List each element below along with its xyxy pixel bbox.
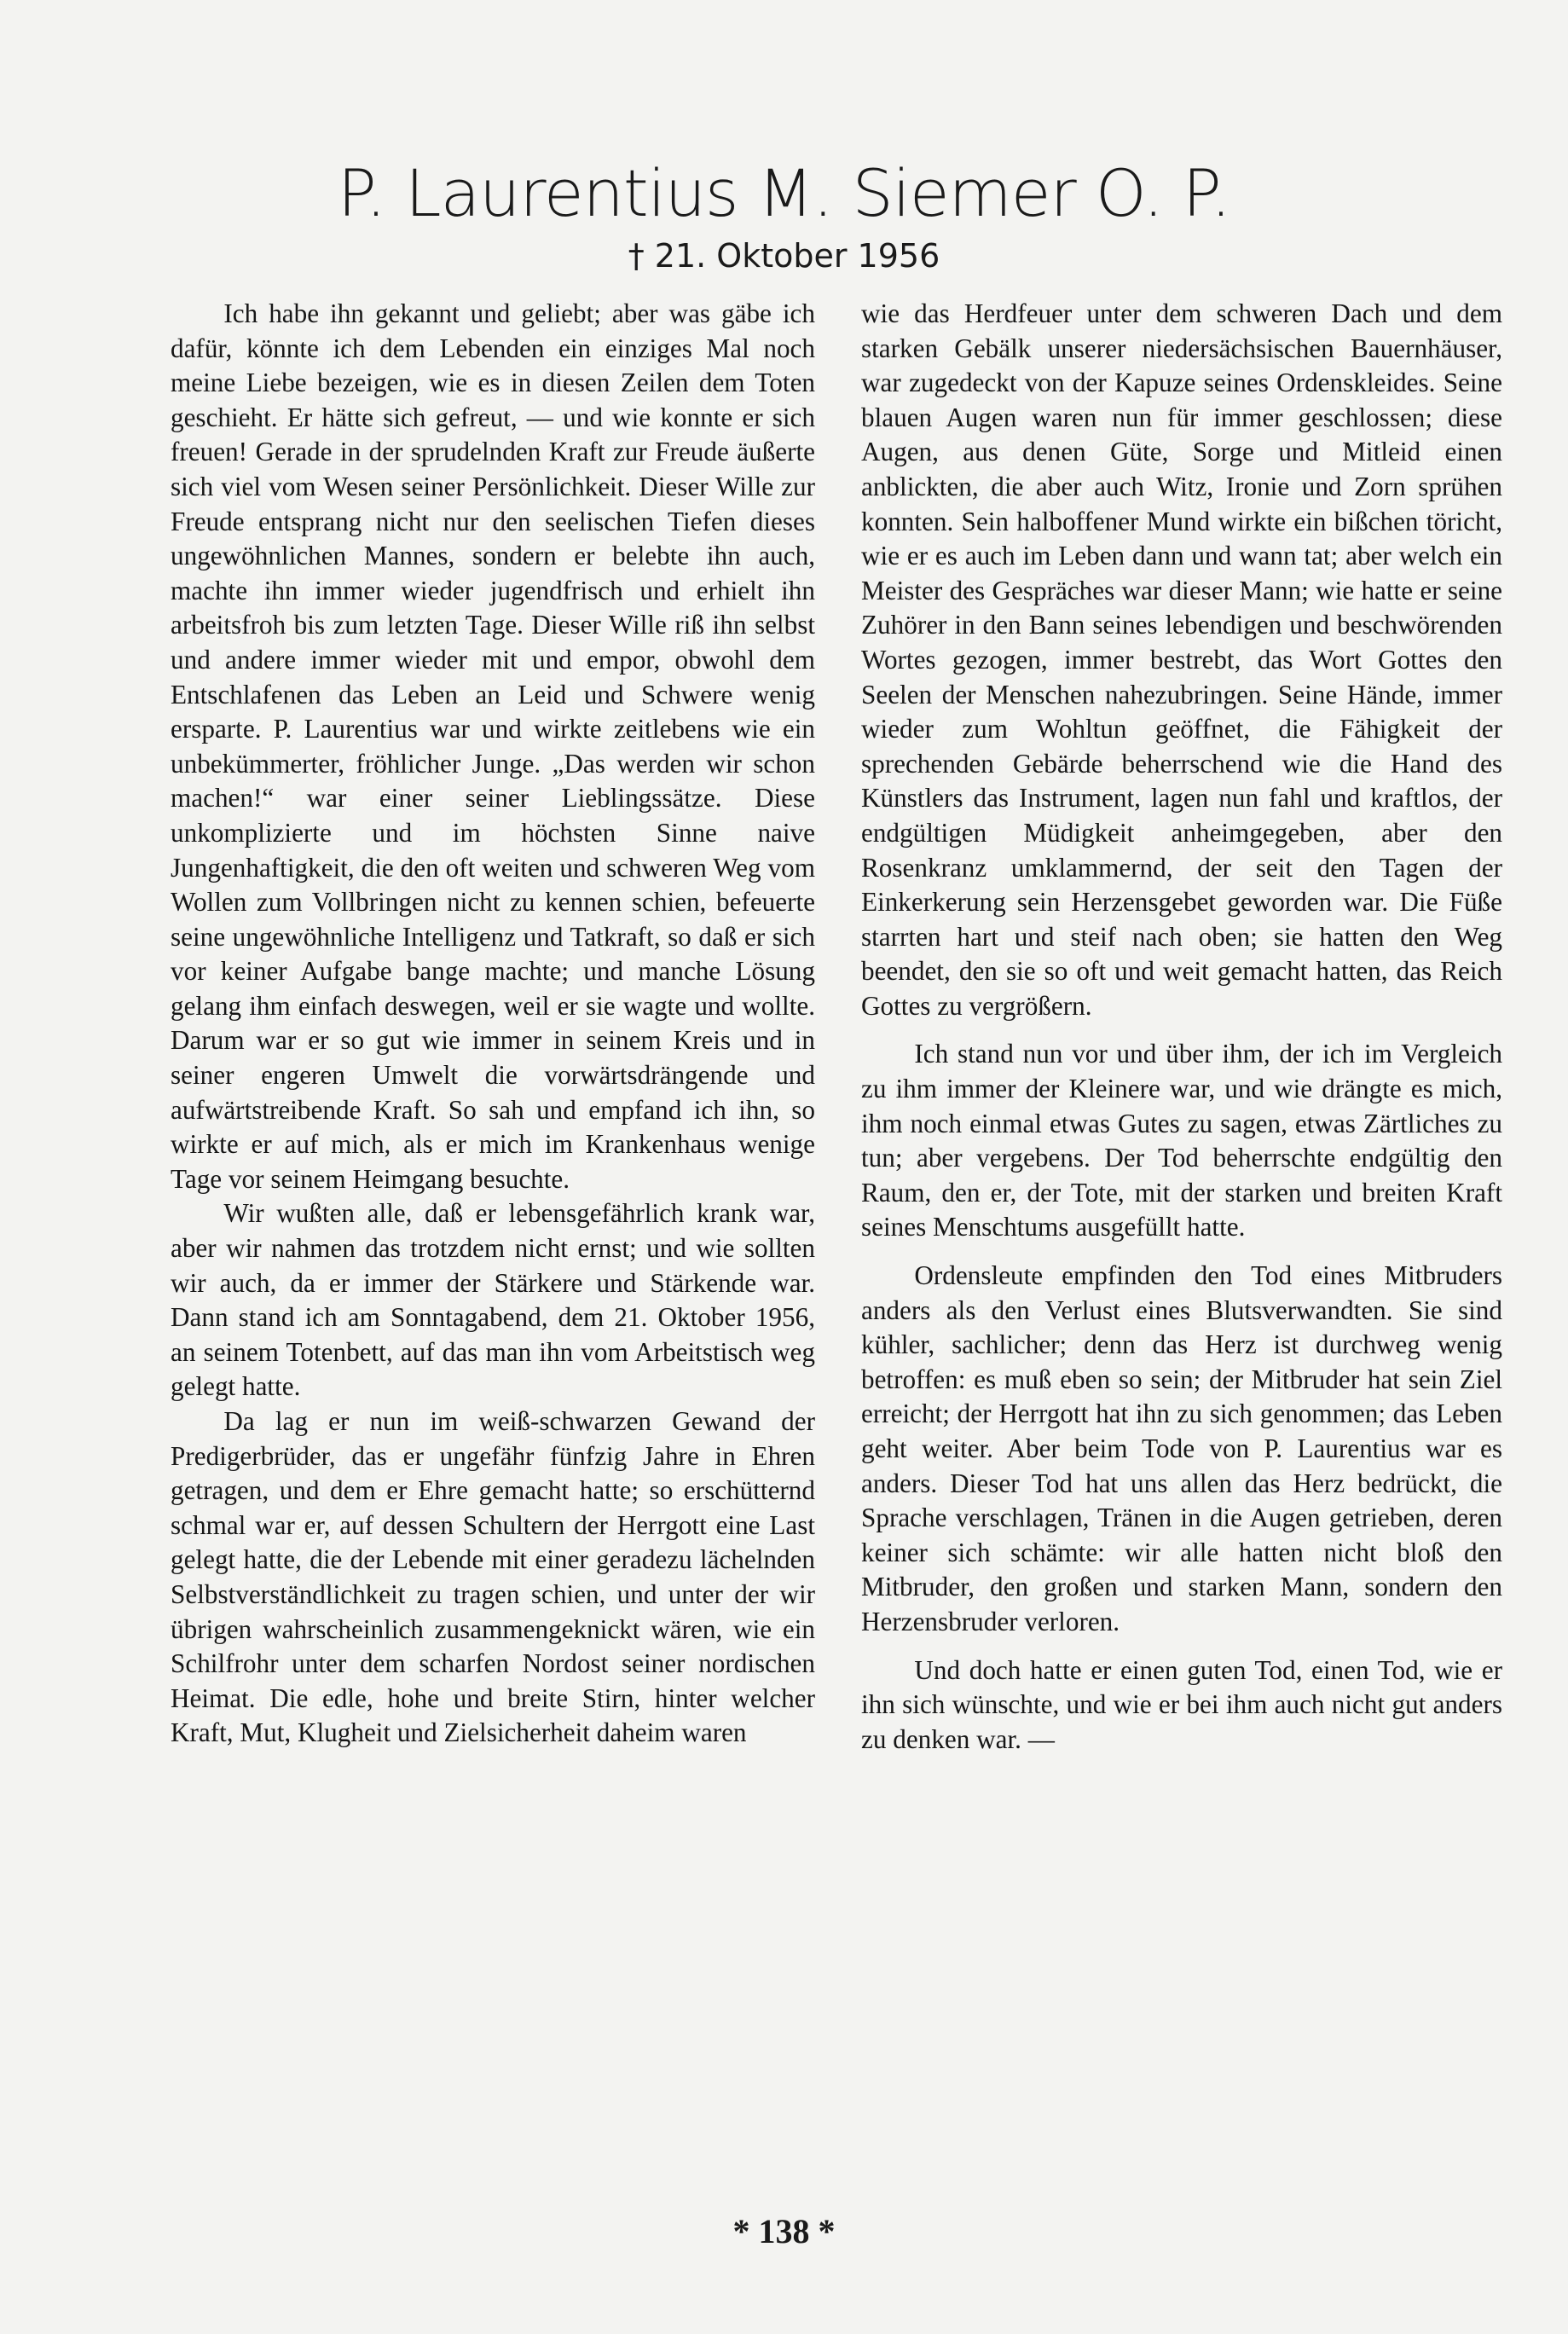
paragraph: Ich stand nun vor und über ihm, der ich im Vergleich zu ihm immer der Kleinere war, und wie drängte es mich, ihm noch einmal etwas Gutes zu sagen, etwas Zärtliches zu tun; aber vergebens. Der Tod beherrschte endgültig den Raum, den er, der Tote, mit der starken und breiten Kraft seines Menschtums ausgefüllt hatte. (861, 1039, 1502, 1242)
death-date-subtitle: † 21. Oktober 1956 (628, 237, 940, 275)
paragraph: Ich habe ihn gekannt und geliebt; aber was gäbe ich dafür, könnte ich dem Lebenden ein einziges Mal noch meine Liebe bezeigen, wie es in diesen Zeilen dem Toten geschieht. Er hätte sich gefreut, — und wie konnte er sich freuen! Gerade in der sprudelnden Kraft zur Freude äußerte sich viel vom Wesen seiner Persönlichkeit. Dieser Wille zur Freude entsprang nicht nur den seelischen Tiefen dieses ungewöhnlichen Mannes, sondern er belebte ihn auch, machte ihn immer wieder jugendfrisch und erhielt ihn arbeitsfroh bis zum letzten Tage. Dieser Wille riß ihn selbst und andere immer wieder mit und empor, obwohl dem Entschlafenen das Leben an Leid und Schwere wenig ersparte. P. Laurentius war und wirkte zeitlebens wie ein unbekümmerter, fröhlicher Junge. „Das werden wir schon machen!“ war einer seiner Lieblingssätze. Diese unkomplizierte und im höchsten Sinne naive Jungenhaftigkeit, die den oft weiten und schweren Weg vom Wollen zum Vollbringen nicht zu kennen schien, befeuerte seine ungewöhnliche Intelligenz und Tatkraft, so daß er sich vor keiner Aufgabe bange machte; und manche Lösung gelang ihm einfach deswegen, weil er sie wagte und wollte. Darum war er so gut wie immer in seinem Kreis und in seiner engeren Umwelt die vorwärtsdrängende und aufwärtstreibende Kraft. So sah und empfand ich ihn, so wirkte er auf mich, als er mich im Krankenhaus wenige Tage vor seinem Heimgang besuchte. (171, 298, 815, 1194)
article-title: P. Laurentius M. Siemer O. P. (337, 155, 1231, 231)
paragraph: Da lag er nun im weiß-schwarzen Gewand der Predigerbrüder, das er ungefähr fünfzig Jahre in Ehren getragen, und dem er Ehre gemacht hatte; so erschütternd schmal war er, auf dessen Schultern der Herrgott eine Last gelegt hatte, die der Lebende mit einer geradezu lächelnden Selbstverständlichkeit zu tragen schien, und unter der wir übrigen wahrscheinlich zusammengeknickt wären, wie ein Schilfrohr unter dem scharfen Nordost seiner nordischen Heimat. Die edle, hohe und breite Stirn, hinter welcher Kraft, Mut, Klugheit und Zielsicherheit daheim waren (171, 1406, 815, 1748)
paragraph: Ordensleute empfinden den Tod eines Mitbruders anders als den Verlust eines Blutsverwandten. Sie sind kühler, sachlicher; denn das Herz ist durchweg wenig betroffen: es muß eben so sein; der Mitbruder hat sein Ziel erreicht; der Herrgott hat ihn zu sich genommen; das Leben geht weiter. Aber beim Tode von P. Laurentius war es anders. Dieser Tod hat uns allen das Herz bedrückt, die Sprache verschlagen, Tränen in die Augen getrieben, deren keiner sich schämte: wir alle hatten nicht bloß den Mitbruder, den großen und starken Mann, sondern den Herzensbruder verloren. (861, 1260, 1502, 1636)
page-number: * 138 * (732, 2212, 836, 2250)
paragraph: Wir wußten alle, daß er lebensgefährlich krank war, aber wir nahmen das trotzdem nicht ernst; und wie sollten wir auch, da er immer der Stärkere und Stärkende war. Dann stand ich am Sonntagabend, dem 21. Oktober 1956, an seinem Totenbett, auf das man ihn vom Arbeitstisch weg gelegt hatte. (171, 1198, 815, 1402)
left-column (171, 297, 815, 1751)
paragraph: Und doch hatte er einen guten Tod, einen Tod, wie er ihn sich wünschte, und wie er bei ihm auch nicht gut anders zu denken war. — (861, 1654, 1502, 1754)
paragraph: wie das Herdfeuer unter dem schweren Dach und dem starken Gebälk unserer niedersächsischen Bauernhäuser, war zugedeckt von der Kapuze seines Ordenskleides. Seine blauen Augen waren nun für immer geschlossen; diese Augen, aus denen Güte, Sorge und Mitleid einen anblickten, die aber auch Witz, Ironie und Zorn sprühen konnten. Sein halboffener Mund wirkte ein bißchen töricht, wie er es auch im Leben dann und wann tat; aber welch ein Meister des Gespräches war dieser Mann; wie hatte er seine Zuhörer in den Bann seines lebendigen und beschwörenden Wortes gezogen, immer bestrebt, das Wort Gottes den Seelen der Menschen nahezubringen. Seine Hände, immer wieder zum Wohltun geöffnet, die Fähigkeit der sprechenden Gebärde beherrschend wie die Hand des Künstlers das Instrument, lagen nun fahl und kraftlos, der endgültigen Müdigkeit anheimgegeben, aber den Rosenkranz umklammernd, der seit den Tagen der Einkerkerung sein Herzensgebet geworden war. Die Füße starrten hart und steif nach oben; sie hatten den Weg beendet, den sie so oft und weit gemacht hatten, das Reich Gottes zu vergrößern. (861, 298, 1502, 1021)
right-column (861, 297, 1502, 1757)
